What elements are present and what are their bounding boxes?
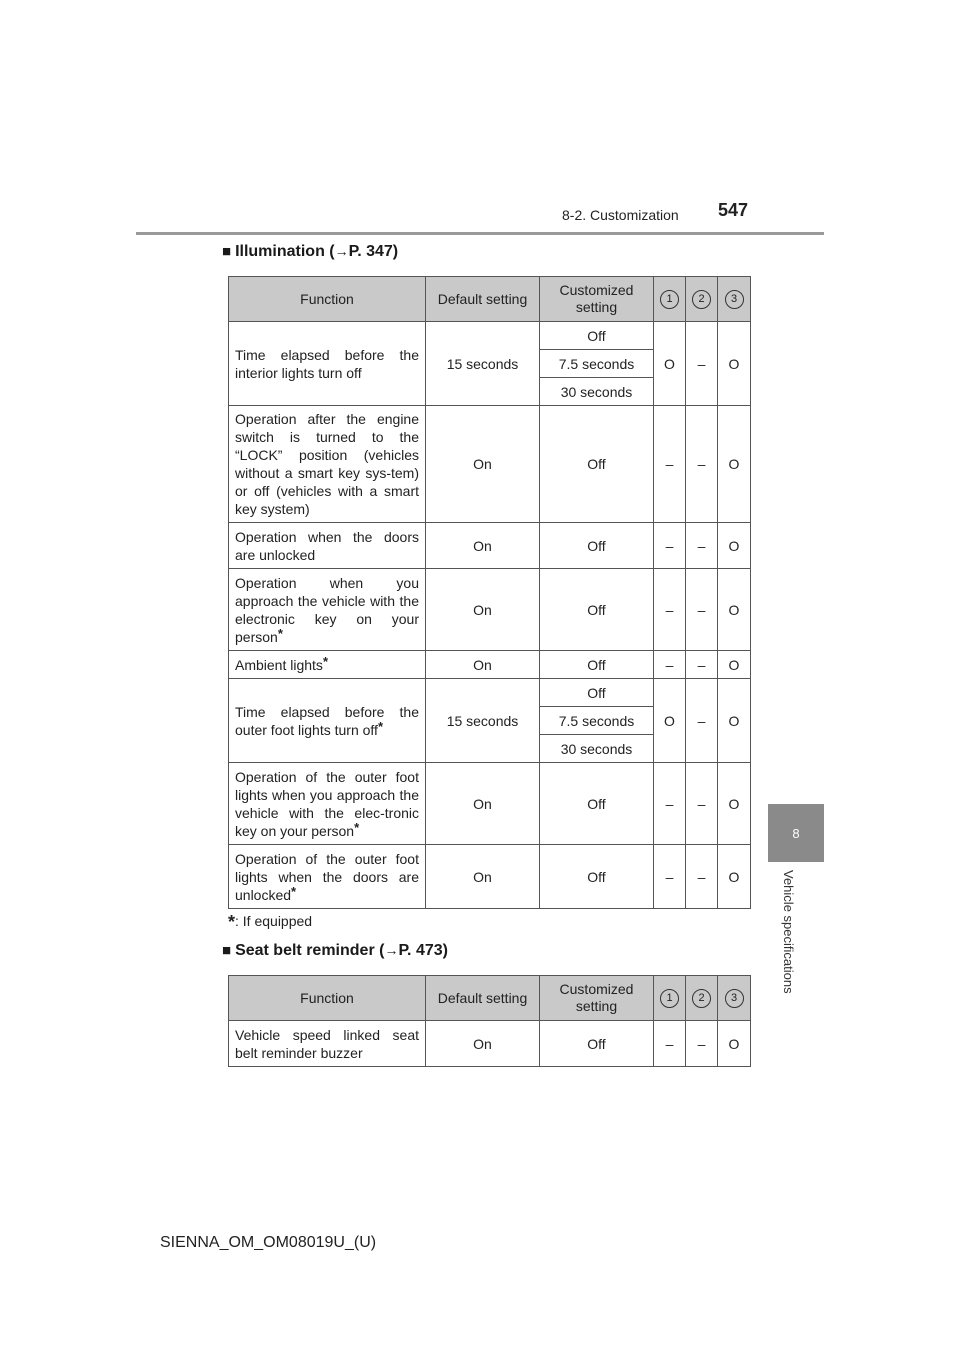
- circled-2-icon: 2: [692, 989, 711, 1008]
- header-default: Default setting: [426, 277, 540, 322]
- col1-cell: –: [654, 523, 686, 569]
- option-cell: Off: [540, 569, 654, 651]
- table-row: [229, 406, 751, 523]
- col3-cell: O: [718, 523, 751, 569]
- footnote-asterisk: *: [228, 912, 236, 932]
- default-cell: On: [426, 1021, 540, 1067]
- option-cell: Off: [540, 651, 654, 679]
- default-cell: On: [426, 845, 540, 909]
- col3-cell: O: [718, 845, 751, 909]
- col3-cell: O: [718, 763, 751, 845]
- function-cell: Time elapsed before the interior lights turn off: [229, 322, 426, 406]
- header-customized: Customized setting: [540, 277, 654, 322]
- col3-cell: O: [718, 322, 751, 406]
- col1-cell: –: [654, 569, 686, 651]
- option-cell: Off: [540, 406, 654, 523]
- col2-cell: –: [686, 651, 718, 679]
- header-col-3: [718, 976, 751, 1021]
- function-cell: Operation when you approach the vehicle with the electronic key on your person*: [229, 569, 426, 651]
- chapter-tab[interactable]: [768, 804, 824, 862]
- col3-cell: O: [718, 651, 751, 679]
- default-cell: On: [426, 651, 540, 679]
- header-col-1: [654, 976, 686, 1021]
- function-cell: Vehicle speed linked seat belt reminder buzzer: [229, 1021, 426, 1067]
- header-col-2: [686, 976, 718, 1021]
- col2-cell: –: [686, 322, 718, 406]
- col3-cell: O: [718, 406, 751, 523]
- bullet-square-icon: ■: [222, 243, 232, 260]
- header-col-2: [686, 277, 718, 322]
- col1-cell: O: [654, 322, 686, 406]
- header-col-3: [718, 277, 751, 322]
- col1-cell: –: [654, 1021, 686, 1067]
- function-cell: Operation of the outer foot lights when the doors are unlocked*: [229, 845, 426, 909]
- illumination-title: ■ Illumination (→P. 347): [222, 243, 399, 260]
- seatbelt-title: ■ Seat belt reminder (→P. 473): [222, 942, 448, 959]
- option-cell: Off: [540, 1021, 654, 1067]
- asterisk-mark: *: [377, 718, 384, 734]
- col2-cell: –: [686, 763, 718, 845]
- circled-2-icon: 2: [692, 290, 711, 309]
- section-header: 8-2. Customization: [562, 207, 679, 223]
- function-cell: Time elapsed before the outer foot lights turn off*: [229, 679, 426, 763]
- option-cell: Off: [540, 845, 654, 909]
- default-cell: 15 seconds: [426, 679, 540, 763]
- bullet-square-icon: ■: [222, 942, 232, 959]
- col2-cell: –: [686, 569, 718, 651]
- option-cell: Off: [540, 763, 654, 845]
- default-cell: On: [426, 406, 540, 523]
- default-cell: On: [426, 523, 540, 569]
- default-cell: On: [426, 569, 540, 651]
- col2-cell: –: [686, 845, 718, 909]
- circled-3-icon: 3: [725, 989, 744, 1008]
- col1-cell: –: [654, 763, 686, 845]
- col3-cell: O: [718, 1021, 751, 1067]
- asterisk-mark: *: [354, 819, 360, 835]
- asterisk-mark: *: [291, 883, 297, 899]
- table-row: [229, 1021, 751, 1067]
- col1-cell: –: [654, 406, 686, 523]
- col2-cell: –: [686, 679, 718, 763]
- chapter-label: Vehicle specifications: [781, 870, 796, 994]
- table-row: [229, 322, 751, 350]
- arrow-right-icon: →: [334, 243, 349, 259]
- header-customized: Customized setting: [540, 976, 654, 1021]
- table-row: [229, 679, 751, 707]
- page-number: 547: [718, 200, 749, 220]
- circled-3-icon: 3: [725, 290, 744, 309]
- header-function: Function: [229, 277, 426, 322]
- col2-cell: –: [686, 406, 718, 523]
- function-cell: Operation after the engine switch is turned to the “LOCK” position (vehicles without a smart key sys-tem) or off (vehicles with a smart key system): [229, 406, 426, 523]
- option-cell: Off: [540, 322, 654, 350]
- circled-1-icon: 1: [660, 290, 679, 309]
- default-cell: On: [426, 763, 540, 845]
- col1-cell: O: [654, 679, 686, 763]
- option-cell: 7.5 seconds: [540, 707, 654, 735]
- option-cell: Off: [540, 679, 654, 707]
- col1-cell: –: [654, 845, 686, 909]
- table-header-row: [229, 976, 751, 1021]
- col1-cell: –: [654, 651, 686, 679]
- function-cell: Operation of the outer foot lights when you approach the vehicle with the elec-tronic key on your person*: [229, 763, 426, 845]
- table-row: [229, 763, 751, 845]
- document-footer: SIENNA_OM_OM08019U_(U): [160, 1234, 377, 1251]
- circled-1-icon: 1: [660, 989, 679, 1008]
- page-reference-link[interactable]: P. 347): [348, 243, 399, 260]
- table-header-row: [229, 277, 751, 322]
- col3-cell: O: [718, 679, 751, 763]
- asterisk-mark: *: [322, 653, 328, 669]
- function-cell: Operation when the doors are unlocked: [229, 523, 426, 569]
- option-cell: 7.5 seconds: [540, 350, 654, 378]
- header-function: Function: [229, 976, 426, 1021]
- chapter-number: 8: [792, 825, 800, 841]
- arrow-right-icon: →: [384, 942, 399, 958]
- table-row: [229, 651, 751, 679]
- table-row: [229, 845, 751, 909]
- seatbelt-table: [228, 975, 751, 1067]
- asterisk-mark: *: [277, 625, 283, 641]
- default-cell: 15 seconds: [426, 322, 540, 406]
- col3-cell: O: [718, 569, 751, 651]
- header-col-1: [654, 277, 686, 322]
- header-divider: [136, 232, 824, 235]
- col2-cell: –: [686, 523, 718, 569]
- table-row: [229, 523, 751, 569]
- option-cell: 30 seconds: [540, 378, 654, 406]
- col2-cell: –: [686, 1021, 718, 1067]
- table-row: [229, 569, 751, 651]
- footnote: *: If equipped: [228, 912, 313, 932]
- function-cell: Ambient lights*: [229, 651, 426, 679]
- illumination-table: [228, 276, 751, 909]
- header-default: Default setting: [426, 976, 540, 1021]
- page-reference-link[interactable]: P. 473): [398, 942, 448, 959]
- option-cell: Off: [540, 523, 654, 569]
- option-cell: 30 seconds: [540, 735, 654, 763]
